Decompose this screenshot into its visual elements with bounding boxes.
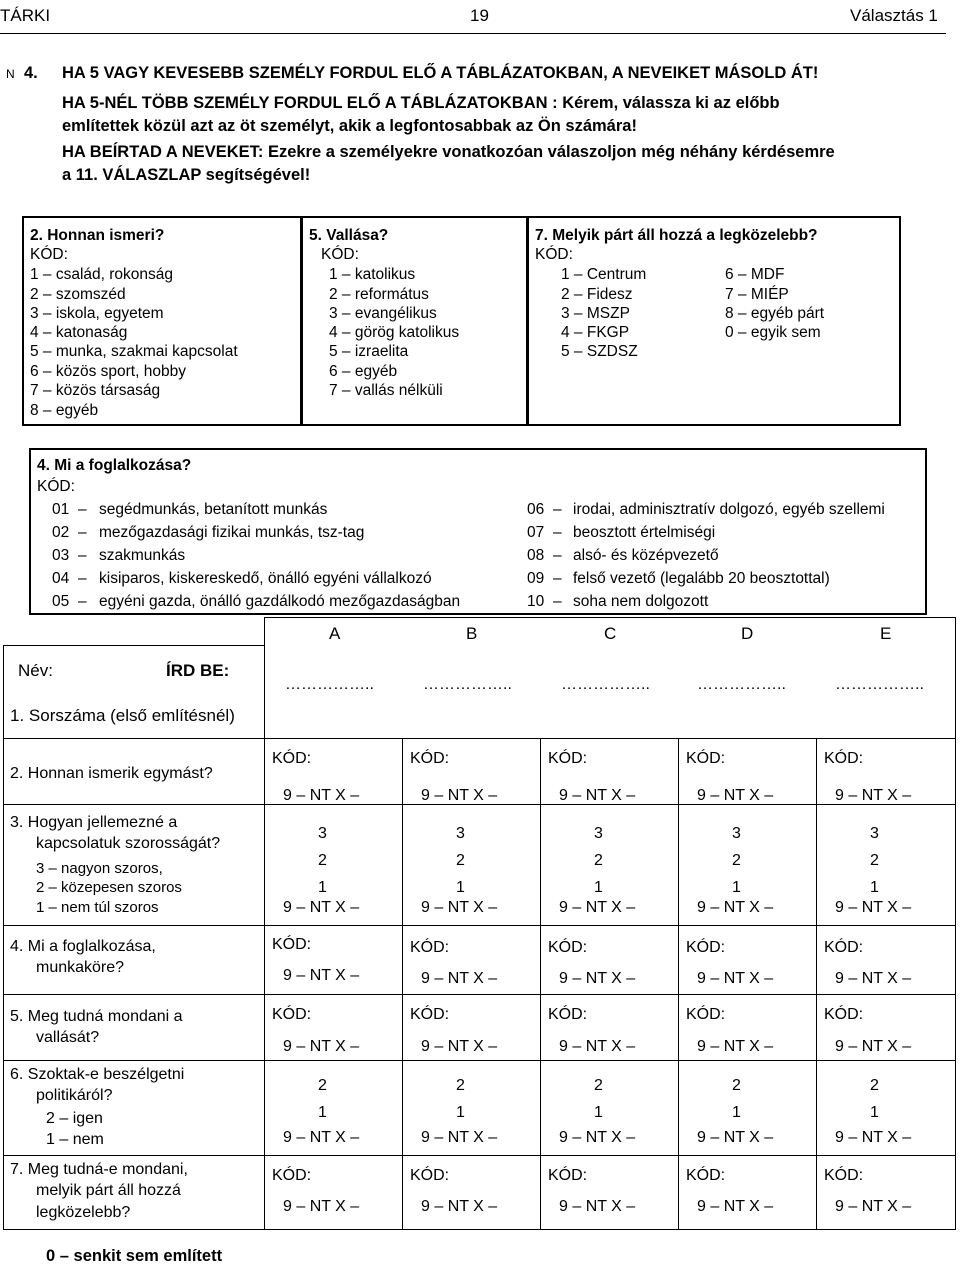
dash: – <box>78 593 87 610</box>
scale-value: 2 <box>594 852 603 869</box>
scale-value: 3 <box>594 825 603 842</box>
list-item: 6 – közös sport, hobby <box>30 363 186 380</box>
q3-label: kapcsolatuk szorosságát? <box>36 835 221 852</box>
instruction-line: HA 5 VAGY KEVESEBB SZEMÉLY FORDUL ELŐ A TÁBLÁZATOKBAN, A NEVEIKET MÁSOLD ÁT! <box>62 64 819 82</box>
q5-label: vallását? <box>36 1029 100 1046</box>
occupation-text: szakmunkás <box>99 547 186 564</box>
nt-x-code: 9 – NT X – <box>421 1198 498 1215</box>
q3-label: 3. Hogyan jellemezné a <box>10 814 178 831</box>
q2-label: 2. Honnan ismerik egymást? <box>10 765 213 782</box>
occupation-code: 01 <box>52 501 70 518</box>
q3-option: 1 – nem túl szoros <box>36 899 159 916</box>
nt-x-code: 9 – NT X – <box>835 1038 912 1055</box>
grid-line <box>3 1060 956 1061</box>
dash: – <box>78 547 87 564</box>
occupation-code: 08 <box>527 547 545 564</box>
list-item: 5 – munka, szakmai kapcsolat <box>30 343 238 360</box>
scale-value: 1 <box>732 1104 741 1121</box>
nt-x-code: 9 – NT X – <box>835 1129 912 1146</box>
column-header-a: A <box>329 624 341 643</box>
scale-value: 1 <box>870 1104 879 1121</box>
kod-label: KÓD: <box>272 1006 312 1023</box>
column-header-b: B <box>466 624 478 643</box>
nt-x-code: 9 – NT X – <box>559 1129 636 1146</box>
scale-value: 2 <box>318 1077 327 1094</box>
scale-value: 3 <box>870 825 879 842</box>
grid-line <box>540 738 541 1230</box>
kod-label: KÓD: <box>410 1167 450 1184</box>
q3-option: 3 – nagyon szoros, <box>36 860 163 877</box>
column-header-c: C <box>604 624 617 643</box>
scale-value: 1 <box>318 879 327 896</box>
list-item: 5 – SZDSZ <box>561 343 638 360</box>
nev-label: Név: <box>18 661 53 680</box>
nt-x-code: 9 – NT X – <box>835 899 912 916</box>
occupation-code: 07 <box>527 524 545 541</box>
scale-value: 1 <box>318 1104 327 1121</box>
list-item: 5 – izraelita <box>329 343 409 360</box>
box-vallas-title: 5. Vallása? <box>309 227 389 244</box>
kod-label: KÓD: <box>686 1167 726 1184</box>
dash: – <box>553 593 562 610</box>
nt-x-code: 9 – NT X – <box>697 970 774 987</box>
header-left: TÁRKI <box>0 6 51 25</box>
occupation-text: alsó- és középvezető <box>573 547 719 564</box>
scale-value: 3 <box>456 825 465 842</box>
dash: – <box>553 570 562 587</box>
q6-option: 1 – nem <box>46 1131 104 1148</box>
q7-label: legközelebb? <box>36 1204 131 1221</box>
nt-x-code: 9 – NT X – <box>559 899 636 916</box>
name-field-c[interactable]: …………….. <box>561 676 650 693</box>
sorszam-label: 1. Sorszáma (első említésnél) <box>10 706 235 725</box>
kod-label: KÓD: <box>548 1006 588 1023</box>
column-header-e: E <box>880 624 892 643</box>
list-item: 7 – vallás nélküli <box>329 382 443 399</box>
occupation-code: 10 <box>527 593 545 610</box>
scale-value: 2 <box>870 852 879 869</box>
grid-line <box>264 617 265 739</box>
scale-value: 2 <box>318 852 327 869</box>
list-item: 7 – közös társaság <box>30 382 161 399</box>
list-item: 2 – református <box>329 286 429 303</box>
grid-line <box>264 617 956 618</box>
nt-x-code: 9 – NT X – <box>697 1129 774 1146</box>
kod-label: KÓD: <box>686 750 726 767</box>
nt-x-code: 9 – NT X – <box>697 1198 774 1215</box>
nt-x-code: 9 – NT X – <box>283 1038 360 1055</box>
kod-label: KÓD: <box>410 750 450 767</box>
box-vallas-kod: KÓD: <box>321 246 359 263</box>
kod-label: KÓD: <box>686 1006 726 1023</box>
q6-label: 6. Szoktak-e beszélgetni <box>10 1066 185 1083</box>
box-honnan-kod: KÓD: <box>30 246 68 263</box>
occupation-code: 09 <box>527 570 545 587</box>
list-item: 1 – család, rokonság <box>30 266 174 283</box>
grid-line <box>3 645 4 1230</box>
scale-value: 1 <box>456 1104 465 1121</box>
scale-value: 2 <box>456 1077 465 1094</box>
grid-line <box>955 617 956 1230</box>
instruction-line: említettek közül azt az öt személyt, akik a legfontosabbak az Ön számára! <box>62 117 637 135</box>
dash: – <box>78 570 87 587</box>
list-item: 6 – MDF <box>725 266 785 283</box>
list-item: 3 – MSZP <box>561 305 630 322</box>
grid-line <box>3 1155 956 1156</box>
nt-x-code: 9 – NT X – <box>421 970 498 987</box>
kod-label: KÓD: <box>272 1167 312 1184</box>
scale-value: 1 <box>732 879 741 896</box>
scale-value: 1 <box>594 1104 603 1121</box>
kod-label: KÓD: <box>824 750 864 767</box>
list-item: 2 – Fidesz <box>561 286 633 303</box>
q3-option: 2 – közepesen szoros <box>36 879 182 896</box>
q6-label: politikáról? <box>36 1087 113 1104</box>
nt-x-code: 9 – NT X – <box>559 1038 636 1055</box>
list-item: 3 – iskola, egyetem <box>30 305 164 322</box>
occupation-code: 04 <box>52 570 70 587</box>
question-number: 4. <box>24 64 38 82</box>
kod-label: KÓD: <box>272 750 312 767</box>
kod-label: KÓD: <box>548 939 588 956</box>
nt-x-code: 9 – NT X – <box>421 899 498 916</box>
grid-line <box>3 1229 956 1230</box>
nt-x-code: 9 – NT X – <box>559 1198 636 1215</box>
name-field-d[interactable]: …………….. <box>697 676 786 693</box>
grid-line <box>3 738 956 739</box>
column-header-d: D <box>741 624 754 643</box>
occupation-text: mezőgazdasági fizikai munkás, tsz-tag <box>99 524 365 541</box>
kod-label: KÓD: <box>686 939 726 956</box>
occupation-code: 06 <box>527 501 545 518</box>
page-number: 19 <box>470 6 489 25</box>
instruction-line: HA BEÍRTAD A NEVEKET: Ezekre a személyekre vonatkozóan válaszoljon még néhány kérdésemre <box>62 143 835 161</box>
grid-line <box>3 645 264 646</box>
list-item: 4 – görög katolikus <box>329 324 460 341</box>
scale-value: 2 <box>594 1077 603 1094</box>
name-field-e[interactable]: …………….. <box>835 676 924 693</box>
scale-value: 1 <box>456 879 465 896</box>
nt-x-code: 9 – NT X – <box>559 787 636 804</box>
occupation-text: soha nem dolgozott <box>573 593 709 610</box>
instruction-line: a 11. VÁLASZLAP segítségével! <box>62 166 311 184</box>
scale-value: 2 <box>732 852 741 869</box>
scale-value: 1 <box>594 879 603 896</box>
question-prefix: N <box>6 67 15 81</box>
nt-x-code: 9 – NT X – <box>835 1198 912 1215</box>
kod-label: KÓD: <box>824 939 864 956</box>
list-item: 4 – FKGP <box>561 324 630 341</box>
name-field-a[interactable]: …………….. <box>285 676 374 693</box>
list-item: 2 – szomszéd <box>30 286 126 303</box>
box-foglalkozas-title: 4. Mi a foglalkozása? <box>37 457 192 474</box>
nt-x-code: 9 – NT X – <box>421 787 498 804</box>
nt-x-code: 9 – NT X – <box>835 787 912 804</box>
occupation-code: 02 <box>52 524 70 541</box>
occupation-text: irodai, adminisztratív dolgozó, egyéb szellemi <box>573 501 885 518</box>
occupation-text: segédmunkás, betanított munkás <box>99 501 328 518</box>
kod-label: KÓD: <box>824 1167 864 1184</box>
nt-x-code: 9 – NT X – <box>835 970 912 987</box>
list-item: 1 – katolikus <box>329 266 416 283</box>
occupation-code: 05 <box>52 593 70 610</box>
q4-label: munkaköre? <box>36 959 125 976</box>
kod-label: KÓD: <box>272 936 312 953</box>
scale-value: 2 <box>870 1077 879 1094</box>
occupation-text: egyéni gazda, önálló gazdálkodó mezőgazdaságban <box>99 593 461 610</box>
header-right: Választás 1 <box>850 6 938 25</box>
dash: – <box>78 524 87 541</box>
list-item: 4 – katonaság <box>30 324 128 341</box>
list-item: 1 – Centrum <box>561 266 647 283</box>
footer-note: 0 – senkit sem említett <box>46 1247 223 1265</box>
q4-label: 4. Mi a foglalkozása, <box>10 938 156 955</box>
list-item: 8 – egyéb <box>30 402 99 419</box>
scale-value: 1 <box>870 879 879 896</box>
dash: – <box>553 547 562 564</box>
nt-x-code: 9 – NT X – <box>283 967 360 984</box>
nt-x-code: 9 – NT X – <box>697 787 774 804</box>
nt-x-code: 9 – NT X – <box>421 1129 498 1146</box>
q7-label: 7. Meg tudná-e mondani, <box>10 1161 188 1178</box>
grid-line <box>3 925 956 926</box>
nt-x-code: 9 – NT X – <box>283 787 360 804</box>
box-honnan-title: 2. Honnan ismeri? <box>30 227 165 244</box>
box-part-title: 7. Melyik párt áll hozzá a legközelebb? <box>535 227 818 244</box>
kod-label: KÓD: <box>410 939 450 956</box>
grid-line <box>402 738 403 1230</box>
dash: – <box>553 501 562 518</box>
nt-x-code: 9 – NT X – <box>283 1198 360 1215</box>
dash: – <box>553 524 562 541</box>
box-foglalkozas-kod: KÓD: <box>37 478 75 495</box>
grid-line <box>264 738 265 1230</box>
list-item: 6 – egyéb <box>329 363 398 380</box>
scale-value: 3 <box>318 825 327 842</box>
list-item: 0 – egyik sem <box>725 324 821 341</box>
occupation-code: 03 <box>52 547 70 564</box>
irdbe-label: ÍRD BE: <box>166 661 230 680</box>
nt-x-code: 9 – NT X – <box>697 1038 774 1055</box>
q5-label: 5. Meg tudná mondani a <box>10 1008 183 1025</box>
list-item: 8 – egyéb párt <box>725 305 825 322</box>
scale-value: 2 <box>456 852 465 869</box>
q7-label: melyik párt áll hozzá <box>36 1182 181 1199</box>
occupation-text: felső vezető (legalább 20 beosztottal) <box>573 570 830 587</box>
grid-line <box>816 738 817 1230</box>
header-rule <box>0 33 946 34</box>
kod-label: KÓD: <box>548 750 588 767</box>
scale-value: 3 <box>732 825 741 842</box>
list-item: 7 – MIÉP <box>725 286 789 303</box>
nt-x-code: 9 – NT X – <box>283 899 360 916</box>
occupation-text: kisiparos, kiskereskedő, önálló egyéni vállalkozó <box>99 570 432 587</box>
dash: – <box>78 501 87 518</box>
nt-x-code: 9 – NT X – <box>697 899 774 916</box>
box-part-kod: KÓD: <box>535 246 573 263</box>
scale-value: 2 <box>732 1077 741 1094</box>
occupation-text: beosztott értelmiségi <box>573 524 716 541</box>
nt-x-code: 9 – NT X – <box>559 970 636 987</box>
nt-x-code: 9 – NT X – <box>283 1129 360 1146</box>
nt-x-code: 9 – NT X – <box>421 1038 498 1055</box>
name-field-b[interactable]: …………….. <box>423 676 512 693</box>
grid-line <box>678 738 679 1230</box>
q6-option: 2 – igen <box>46 1110 103 1127</box>
kod-label: KÓD: <box>548 1167 588 1184</box>
kod-label: KÓD: <box>824 1006 864 1023</box>
list-item: 3 – evangélikus <box>329 305 437 322</box>
kod-label: KÓD: <box>410 1006 450 1023</box>
instruction-line: HA 5-NÉL TÖBB SZEMÉLY FORDUL ELŐ A TÁBLÁZATOKBAN : Kérem, válassza ki az előbb <box>62 94 780 112</box>
grid-line <box>3 994 956 995</box>
